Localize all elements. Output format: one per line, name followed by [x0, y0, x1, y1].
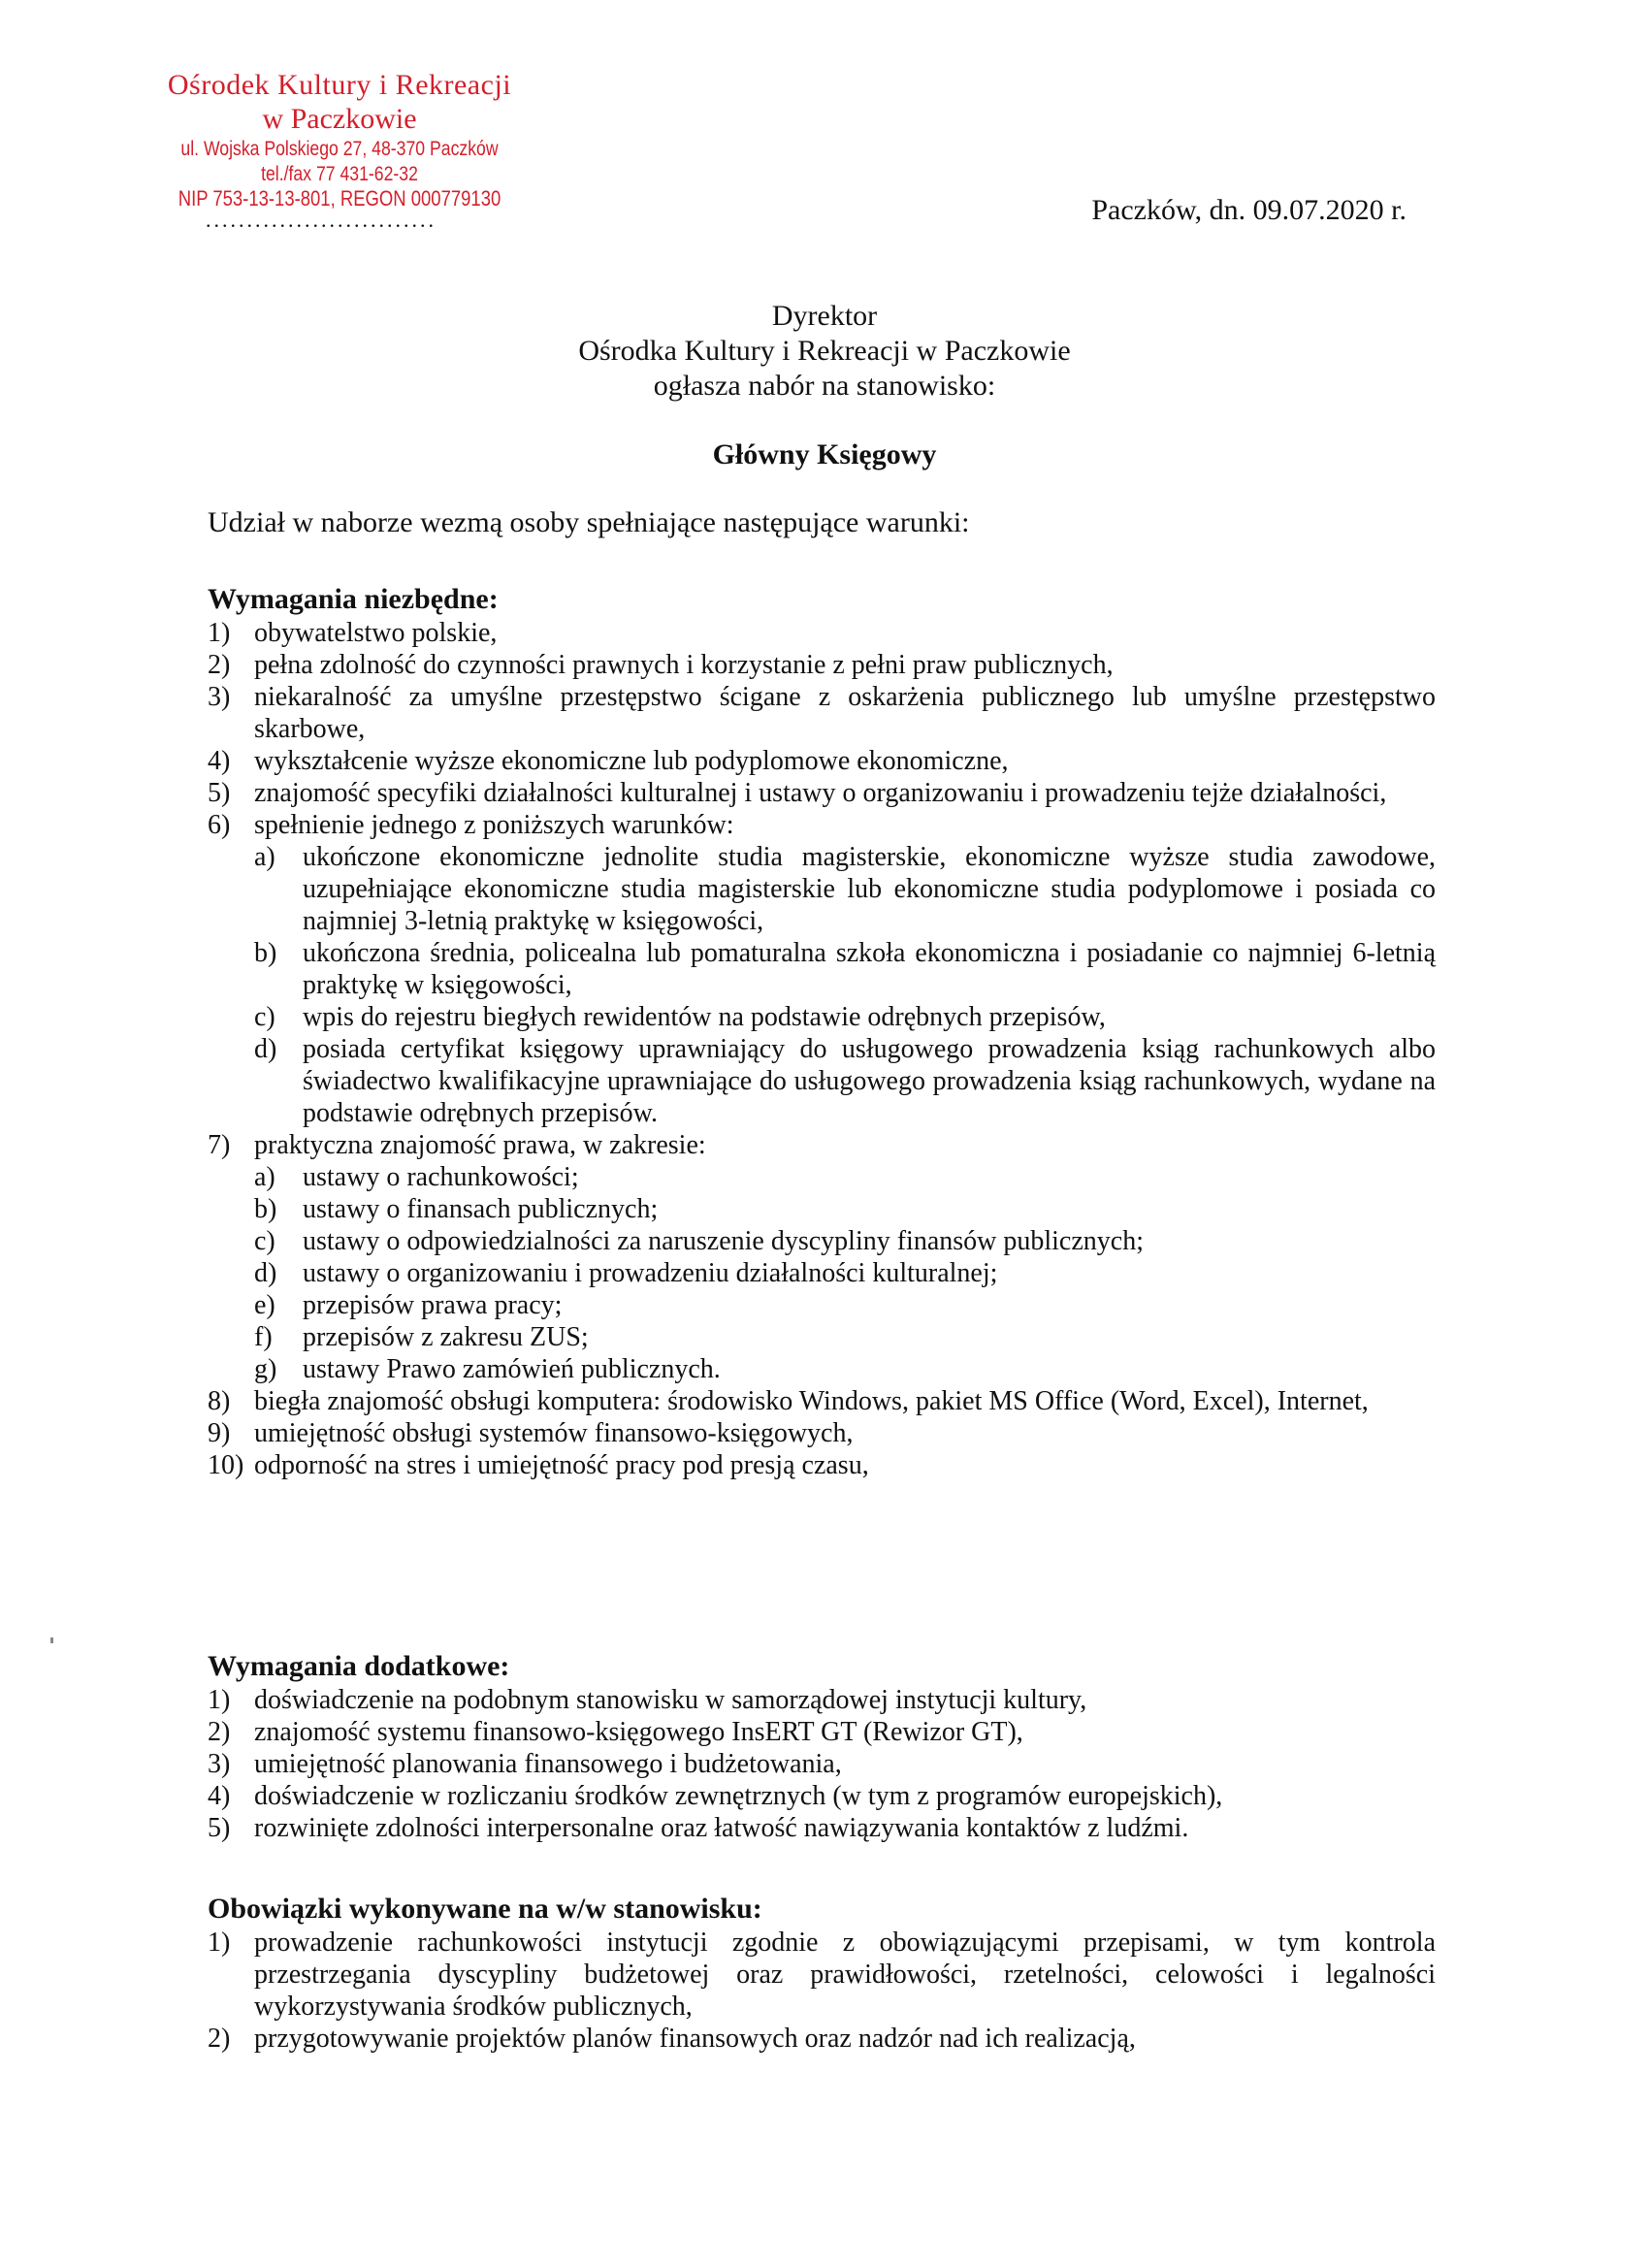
- required-heading: Wymagania niezbędne:: [208, 583, 499, 615]
- item-text: przygotowywanie projektów planów finansowych oraz nadzór nad ich realizacją,: [254, 2024, 1136, 2054]
- sublist-item: [254, 937, 1436, 1001]
- item-number: 3): [208, 682, 231, 712]
- duties-list: [208, 1927, 1436, 2055]
- item-number: 6): [208, 810, 231, 840]
- item-number: 1): [208, 1685, 231, 1715]
- item-text: znajomość systemu finansowo-księgowego InsERT GT (Rewizor GT),: [254, 1717, 1023, 1747]
- list-item: [208, 1129, 1436, 1385]
- item-number: 8): [208, 1386, 231, 1416]
- position-title: Główny Księgowy: [712, 438, 937, 470]
- sublist-item: [254, 1289, 1436, 1321]
- list-item: [208, 777, 1436, 809]
- item-text: spełnienie jednego z poniższych warunków:: [254, 810, 734, 840]
- sublist-item: [254, 1257, 1436, 1289]
- sublist-item: [254, 1225, 1436, 1257]
- item-number: 1): [208, 1928, 231, 1958]
- item-number: 10): [208, 1450, 244, 1480]
- sub-item-letter: d): [254, 1258, 277, 1288]
- sub-item-text: ustawy o odpowiedzialności za naruszenie dyscypliny finansów publicznych;: [303, 1226, 1144, 1256]
- item-number: 4): [208, 1781, 231, 1811]
- list-item: [208, 1716, 1436, 1748]
- sub-item-letter: a): [254, 1162, 275, 1192]
- sub-item-letter: c): [254, 1226, 275, 1256]
- sub-item-letter: g): [254, 1354, 277, 1384]
- document-date: Paczków, dn. 09.07.2020 r.: [1091, 194, 1406, 226]
- sub-item-letter: d): [254, 1034, 277, 1064]
- sub-item-text: ukończone ekonomiczne jednolite studia magisterskie, ekonomiczne wyższe studia zawodowe, uzupełniające ekonomiczne studia magisterskie lub ekonomiczne studia podyplomowe i posiada co najmniej 3-letnią praktykę w księgowości,: [303, 842, 1436, 936]
- item-text: wykształcenie wyższe ekonomiczne lub podyplomowe ekonomiczne,: [254, 746, 1009, 776]
- scan-speck: [50, 1637, 53, 1643]
- list-item: [208, 745, 1436, 777]
- list-item: [208, 1812, 1436, 1844]
- stamp-line-city: w Paczkowie: [262, 103, 417, 135]
- sublist-item: [254, 841, 1436, 937]
- heading-line-announcement: ogłasza nabór na stanowisko:: [653, 370, 996, 402]
- item-text: niekaralność za umyślne przestępstwo ścigane z oskarżenia publicznego lub umyślne przestępstwo skarbowe,: [254, 682, 1436, 744]
- item-number: 2): [208, 650, 231, 680]
- sub-item-letter: b): [254, 938, 277, 968]
- sublist-conditions: [254, 841, 1436, 1129]
- sub-item-text: ukończona średnia, policealna lub pomaturalna szkoła ekonomiczna i posiadanie co najmniej 6-letnią praktykę w księgowości,: [303, 938, 1436, 1000]
- additional-heading: Wymagania dodatkowe:: [208, 1650, 510, 1682]
- sub-item-text: ustawy o organizowaniu i prowadzeniu działalności kulturalnej;: [303, 1258, 998, 1288]
- sub-item-text: ustawy Prawo zamówień publicznych.: [303, 1354, 721, 1384]
- item-number: 7): [208, 1130, 231, 1160]
- required-list: [208, 617, 1436, 1481]
- sub-item-text: wpis do rejestru biegłych rewidentów na podstawie odrębnych przepisów,: [303, 1002, 1106, 1032]
- sub-item-letter: e): [254, 1290, 275, 1320]
- list-item: [208, 1385, 1436, 1417]
- list-item: [208, 1417, 1436, 1449]
- stamp-line-address: ul. Wojska Polskiego 27, 48-370 Paczków: [180, 138, 499, 160]
- stamp-line-tax-ids: NIP 753-13-13-801, REGON 000779130: [178, 186, 501, 211]
- sub-item-text: przepisów prawa pracy;: [303, 1290, 563, 1320]
- heading-line-institution: Ośrodka Kultury i Rekreacji w Paczkowie: [578, 335, 1071, 367]
- item-number: 4): [208, 746, 231, 776]
- list-item: [208, 2023, 1436, 2055]
- item-text: prowadzenie rachunkowości instytucji zgodnie z obowiązującymi przepisami, w tym kontrola przestrzegania dyscypliny budżetowej oraz prawidłowości, rzetelności, celowości i legalności wykorzystywania środków publicznych,: [254, 1928, 1436, 2022]
- sublist-item: [254, 1321, 1436, 1353]
- item-text: umiejętność obsługi systemów finansowo-księgowych,: [254, 1418, 854, 1448]
- additional-section: [208, 1649, 1436, 1844]
- sub-item-letter: f): [254, 1322, 273, 1352]
- list-item: [208, 617, 1436, 649]
- item-text: rozwinięte zdolności interpersonalne oraz łatwość nawiązywania kontaktów z ludźmi.: [254, 1813, 1189, 1843]
- duties-heading: Obowiązki wykonywane na w/w stanowisku:: [208, 1893, 762, 1925]
- stamp-dotted-line: ............................: [206, 208, 436, 232]
- intro-text: Udział w naborze wezmą osoby spełniające następujące warunki:: [208, 506, 970, 538]
- list-item: [208, 649, 1436, 681]
- required-section: [208, 582, 1436, 1481]
- item-text: praktyczna znajomość prawa, w zakresie:: [254, 1130, 706, 1160]
- sub-item-text: przepisów z zakresu ZUS;: [303, 1322, 589, 1352]
- sublist-item: [254, 1001, 1436, 1033]
- sub-item-letter: b): [254, 1194, 277, 1224]
- item-text: doświadczenie w rozliczaniu środków zewnętrznych (w tym z programów europejskich),: [254, 1781, 1223, 1811]
- item-text: biegła znajomość obsługi komputera: środowisko Windows, pakiet MS Office (Word, Excel), Internet,: [254, 1386, 1369, 1416]
- stamp-line-name: Ośrodek Kultury i Rekreacji: [167, 69, 512, 101]
- list-item: [208, 681, 1436, 745]
- sublist-item: [254, 1033, 1436, 1129]
- sublist-law-scope: [254, 1161, 1436, 1385]
- item-text: odporność na stres i umiejętność pracy pod presją czasu,: [254, 1450, 869, 1480]
- item-text: obywatelstwo polskie,: [254, 618, 498, 648]
- item-text: umiejętność planowania finansowego i budżetowania,: [254, 1749, 842, 1779]
- item-text: pełna zdolność do czynności prawnych i korzystanie z pełni praw publicznych,: [254, 650, 1114, 680]
- list-item: [208, 1780, 1436, 1812]
- sublist-item: [254, 1161, 1436, 1193]
- announcement-heading: [0, 299, 1649, 404]
- item-number: 5): [208, 778, 231, 808]
- list-item: [208, 1449, 1436, 1481]
- list-item: [208, 809, 1436, 1129]
- sub-item-letter: a): [254, 842, 275, 872]
- additional-list: [208, 1684, 1436, 1844]
- institution-stamp: [146, 68, 534, 211]
- list-item: [208, 1684, 1436, 1716]
- heading-line-director: Dyrektor: [771, 300, 878, 332]
- item-number: 2): [208, 1717, 231, 1747]
- list-item: [208, 1927, 1436, 2023]
- item-number: 5): [208, 1813, 231, 1843]
- item-number: 2): [208, 2024, 231, 2054]
- item-number: 3): [208, 1749, 231, 1779]
- sub-item-letter: c): [254, 1002, 275, 1032]
- item-text: znajomość specyfiki działalności kulturalnej i ustawy o organizowaniu i prowadzeniu tejże działalności,: [254, 778, 1387, 808]
- item-number: 1): [208, 618, 231, 648]
- sub-item-text: posiada certyfikat księgowy uprawniający do usługowego prowadzenia ksiąg rachunkowych albo świadectwo kwalifikacyjne uprawniające do usługowego prowadzenia ksiąg rachunkowych, wydane na podstawie odrębnych przepisów.: [303, 1034, 1436, 1128]
- item-number: 9): [208, 1418, 231, 1448]
- sublist-item: [254, 1193, 1436, 1225]
- item-text: doświadczenie na podobnym stanowisku w samorządowej instytucji kultury,: [254, 1685, 1087, 1715]
- sublist-item: [254, 1353, 1436, 1385]
- stamp-line-phone: tel./fax 77 431-62-32: [261, 163, 418, 185]
- sub-item-text: ustawy o finansach publicznych;: [303, 1194, 659, 1224]
- sub-item-text: ustawy o rachunkowości;: [303, 1162, 579, 1192]
- list-item: [208, 1748, 1436, 1780]
- duties-section: [208, 1892, 1436, 2055]
